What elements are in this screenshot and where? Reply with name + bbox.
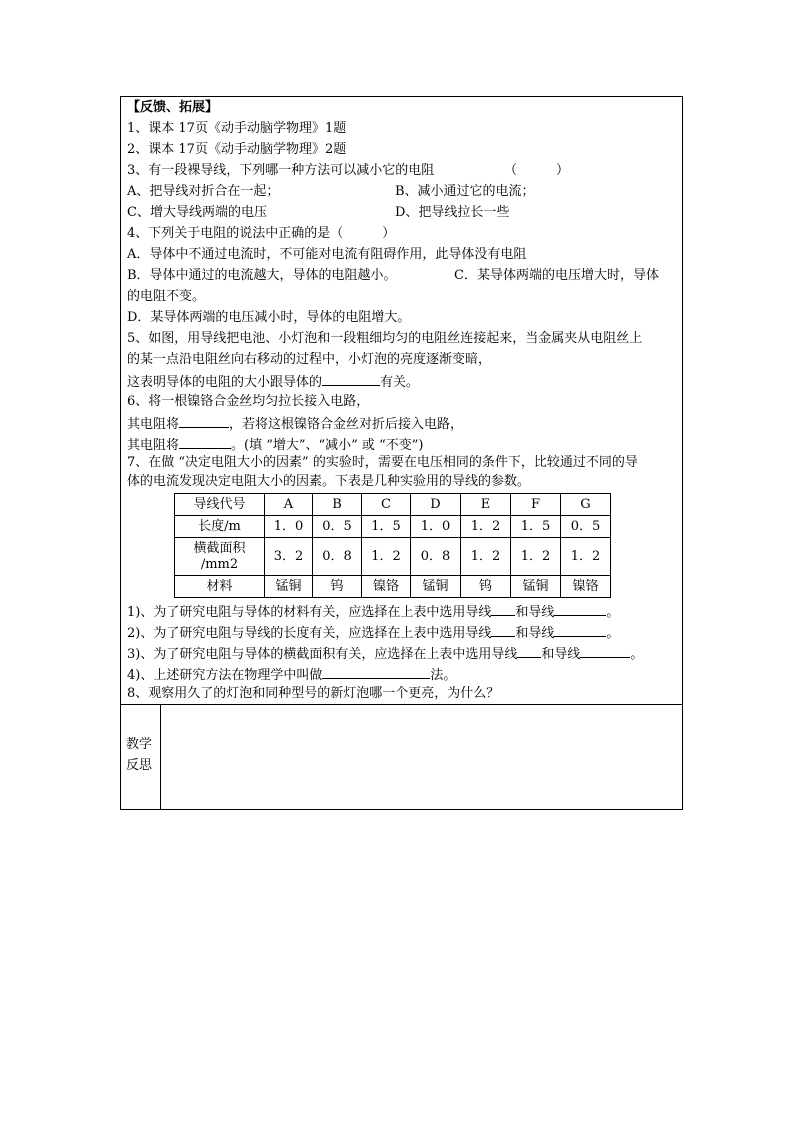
table-cell: E — [461, 494, 511, 516]
table-cell: 0．5 — [561, 516, 611, 538]
question-5-line-3 — [127, 373, 419, 389]
question-6-hint: 。(填 “增大”、“减小” 或 “不变”) — [231, 438, 424, 453]
table-cell: D — [411, 494, 461, 516]
table-cell: 导线代号 — [175, 494, 265, 516]
table-row — [175, 538, 611, 576]
answer-blank[interactable] — [554, 603, 606, 616]
sub-question-text: 3)、为了研究电阻与导体的横截面积有关，应选择在上表中选用导线 — [127, 647, 518, 662]
question-2: 2、课本 17页《动手动脑学物理》2题 — [127, 142, 347, 157]
sub-question-text: 2)、为了研究电阻与导线的长度有关，应选择在上表中选用导线 — [127, 626, 492, 641]
table-cell: 镍铬 — [561, 576, 611, 598]
question-6-text: 其电阻将 — [127, 417, 180, 432]
answer-blank[interactable] — [554, 624, 606, 637]
table-cell: 1．2 — [561, 538, 611, 576]
question-3-answer-paren: （ ） — [504, 163, 570, 178]
question-3-option-c: C、增大导线两端的电压 — [127, 205, 267, 220]
sub-question-text: 和导线 — [515, 605, 555, 620]
question-6-line-3 — [127, 436, 423, 452]
question-7-line-2: 体的电流发现决定电阻大小的因素。下表是几种实验用的导线的参数。 — [127, 474, 531, 489]
table-cell: G — [561, 494, 611, 516]
sub-question-text: 。 — [606, 626, 620, 641]
table-cell: 1．0 — [265, 516, 313, 538]
question-4-option-d: D．某导体两端的电压减小时，导体的电阻增大。 — [127, 310, 411, 325]
table-row — [175, 494, 611, 516]
answer-blank[interactable] — [322, 666, 430, 679]
question-6-line-1: 6、将一根镍铬合金丝均匀拉长接入电路， — [127, 394, 370, 409]
table-cell: 钨 — [461, 576, 511, 598]
table-cell: 0．8 — [411, 538, 461, 576]
answer-blank[interactable] — [491, 624, 515, 637]
sub-question-3 — [127, 645, 643, 661]
question-3: 3、有一段裸导线，下列哪一种方法可以减小它的电阻 — [127, 163, 435, 178]
teaching-reflection-label — [121, 704, 161, 809]
question-1: 1、课本 17页《动手动脑学物理》1题 — [127, 121, 347, 136]
question-4: 4、下列关于电阻的说法中正确的是（ ） — [127, 226, 396, 241]
table-cell: C — [362, 494, 411, 516]
table-cell: 0．8 — [313, 538, 362, 576]
reflection-label-line-1: 教学 — [126, 737, 153, 752]
question-7-line-1: 7、在做 “决定电阻大小的因素” 的实验时，需要在电压相同的条件下，比较通过不同的导 — [127, 455, 638, 470]
table-row — [175, 516, 611, 538]
table-cell: 1．0 — [411, 516, 461, 538]
sub-question-2 — [127, 624, 619, 640]
wire-parameter-table — [174, 493, 611, 598]
teaching-reflection-area[interactable] — [161, 704, 682, 809]
table-row — [175, 576, 611, 598]
answer-blank[interactable] — [580, 645, 630, 658]
table-cell: 横截面积 /mm2 — [175, 538, 265, 576]
question-4-option-b: B．导体中通过的电流越大，导体的电阻越小。 — [127, 268, 397, 283]
table-cell: A — [265, 494, 313, 516]
reflection-label-line-2: 反思 — [126, 758, 153, 773]
table-cell: 0．5 — [313, 516, 362, 538]
table-cell: 材料 — [175, 576, 265, 598]
table-cell: 长度/m — [175, 516, 265, 538]
question-3-option-b: B、减小通过它的电流； — [395, 184, 535, 199]
answer-blank[interactable] — [322, 373, 380, 386]
sub-question-text: 和导线 — [515, 626, 555, 641]
answer-blank[interactable] — [491, 603, 515, 616]
table-cell: 锰铜 — [511, 576, 561, 598]
sub-question-text: 法。 — [430, 668, 457, 683]
table-cell: 钨 — [313, 576, 362, 598]
answer-blank[interactable] — [179, 415, 229, 428]
table-cell: 1．2 — [362, 538, 411, 576]
table-cell: 1．5 — [362, 516, 411, 538]
table-cell: 锰铜 — [265, 576, 313, 598]
table-cell: 1．2 — [461, 538, 511, 576]
question-6-text-cont: ，若将这根镍铬合金丝对折后接入电路， — [229, 417, 464, 432]
answer-blank[interactable] — [179, 436, 231, 449]
section-title: 【反馈、拓展】 — [127, 100, 219, 115]
question-5-text: 这表明导体的电阻的大小跟导体的 — [127, 375, 323, 390]
sub-question-text: 和导线 — [541, 647, 581, 662]
table-cell: B — [313, 494, 362, 516]
answer-blank[interactable] — [517, 645, 541, 658]
question-8: 8、观察用久了的灯泡和同种型号的新灯泡哪一个更亮，为什么？ — [127, 686, 500, 701]
sub-question-text: 。 — [606, 605, 620, 620]
question-5-text-end: 有关。 — [380, 375, 420, 390]
question-3-option-d: D、把导线拉长一些 — [395, 205, 510, 220]
question-4-option-c-cont: 的电阻不变。 — [127, 289, 206, 304]
table-cell: 镍铬 — [362, 576, 411, 598]
worksheet-frame — [120, 96, 683, 810]
question-4-option-a: A．导体中不通过电流时，不可能对电流有阻碍作用，此导体没有电阻 — [127, 247, 527, 262]
table-cell: F — [511, 494, 561, 516]
question-3-option-a: A、把导线对折合在一起； — [127, 184, 280, 199]
sub-question-text: 1)、为了研究电阻与导体的材料有关，应选择在上表中选用导线 — [127, 605, 492, 620]
sub-question-1 — [127, 603, 619, 619]
table-cell: 锰铜 — [411, 576, 461, 598]
table-cell: 3．2 — [265, 538, 313, 576]
table-cell: 1．5 — [511, 516, 561, 538]
question-6-text: 其电阻将 — [127, 438, 180, 453]
table-cell: 1．2 — [461, 516, 511, 538]
table-cell: 1．2 — [511, 538, 561, 576]
sub-question-4 — [127, 666, 456, 682]
feedback-section — [121, 97, 682, 705]
question-5-line-1: 5、如图，用导线把电池、小灯泡和一段粗细均匀的电阻丝连接起来，当金属夹从电阻丝上 — [127, 331, 643, 346]
question-6-line-2 — [127, 415, 463, 431]
sub-question-text: 。 — [630, 647, 644, 662]
question-4-option-c: C．某导体两端的电压增大时，导体 — [454, 268, 659, 283]
question-5-line-2: 的某一点沿电阻丝向右移动的过程中，小灯泡的亮度逐渐变暗， — [127, 352, 492, 367]
sub-question-text: 4)、上述研究方法在物理学中叫做 — [127, 668, 323, 683]
